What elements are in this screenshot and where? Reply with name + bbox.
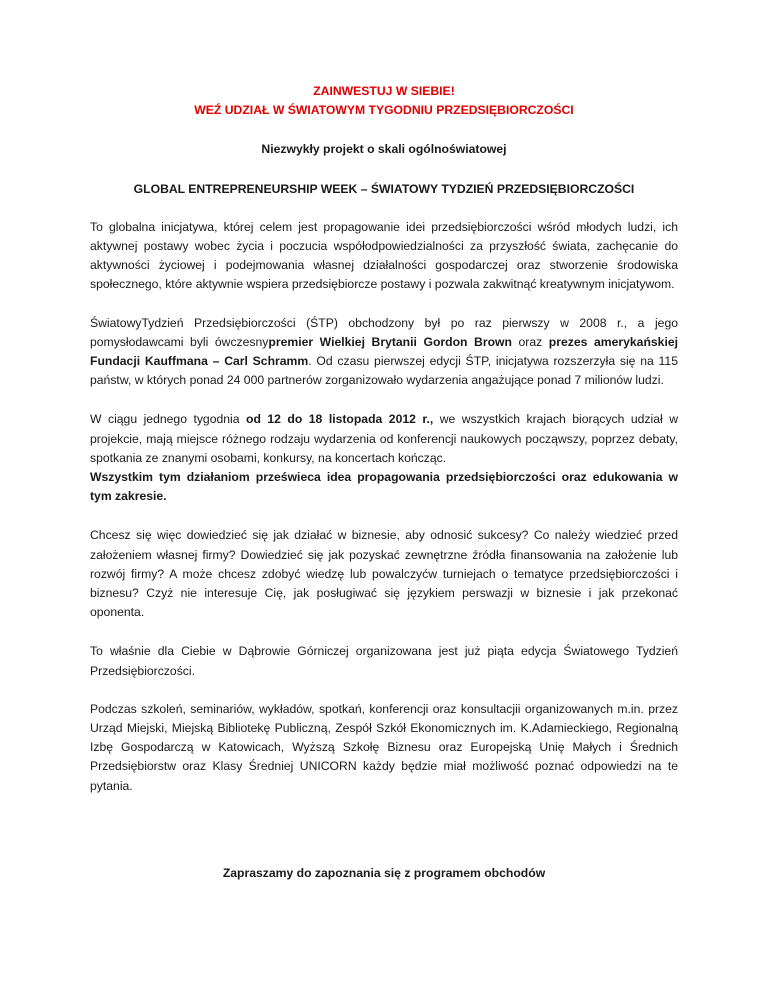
paragraph-questions: Chcesz się więc dowiedzieć się jak działać w biznesie, aby odnosić sukcesy? Co należy wiedzieć przed założeniem własnej firmy? Dowiedzieć się jak pozyskać zewnętrzne źródła finansowania na założenie lub rozwój firmy? A może chcesz zdobyć wiedzę lub powalczyćw turniejach o tematyce przedsiębiorczości i biznesu? Czyż nie interesuje Cię, jak posługiwać się językiem perswazji w biznesie i jak przekonać oponenta. [90,528,678,620]
dates-text-c: we wszystkich krajach biorących udział w projekcie, mają miejsce różnego rodzaju wydarzenia od konferencji naukowych począwszy, poprzez debaty, spotkania ze znanymi osobami, konkursy, na koncertach kończąc. [90,412,679,465]
header-line-1: ZAINWESTUJ W SIEBIE! [313,84,455,98]
dates-text-a: W ciągu jednego tygodnia [90,412,247,427]
closing-invitation: Zapraszamy do zapoznania się z programem obchodów [222,865,546,880]
paragraph-organizers: Podczas szkoleń, seminariów, wykładów, spotkań, konferencji oraz konsultacjii organizowanych m.in. przez Urząd Miejski, Miejską Bibliotekę Publiczną, Zespół Szkół Ekonomicznych im. K.Adamieckiego, Regionalną Izbę Gospodarczą w Katowicach, Wyższą Szkołę Biznesu oraz Europejską Unię Małych i Średnich Przedsiębiorstw oraz Klasy Średniej UNICORN każdy będzie miał możliwość poznać odpowiedzi na te pytania. [90,701,678,793]
header-block [90,82,678,120]
paragraph-dates [90,410,678,506]
gew-title: GLOBAL ENTREPRENEURSHIP WEEK – ŚWIATOWY TYDZIEŃ PRZEDSIĘBIORCZOŚCI [133,181,635,196]
header-line-2: WEŹ UDZIAŁ W ŚWIATOWYM TYGODNIU PRZEDSIĘBIORCZOŚCI [194,103,574,118]
subtitle: Niezwykły projekt o skali ogólnoświatowej [261,142,507,157]
history-text-c: oraz [511,334,549,349]
paragraph-history [90,314,678,391]
paragraph-edition: To właśnie dla Ciebie w Dąbrowie Górniczej organizowana jest już piąta edycja Światowego Tydzień Przedsiębiorczości. [90,644,678,678]
paragraph-intro: To globalna inicjatywa, której celem jest propagowanie idei przedsiębiorczości wśród młodych ludzi, ich aktywnej postawy wobec życia i poczucia współodpowiedzialności za przyszłość świata, zachęcanie do aktywności życiowej i podejmowania własnej działalności gospodarczej oraz stworzenie środowiska społecznego, które aktywnie wspiera przedsiębiorcze postawy i pozwala zakwitnąć kreatywnym inicjatywom. [90,219,678,292]
document-page [90,75,678,883]
history-text-a: ŚwiatowyTydzień Przedsiębiorczości (ŚTP) obchodzony był po raz pierwszy w 2008 r., a jego pomysłodawcami byli ówczesny [90,315,678,349]
history-founder-2: prezes amerykańskiej Fundacji Kauffmana – Carl Schramm [90,334,678,369]
dates-range: od 12 do 18 listopada 2012 r., [246,412,434,427]
dates-idea: Wszystkim tym działaniom prześwieca idea propagowania przedsiębiorczości oraz edukowania w tym zakresie. [90,470,678,504]
history-text-e: . Od czasu pierwszej edycji ŚTP, inicjatywa rozszerzyła się na 115 państw, w których ponad 24 000 partnerów zorganizowało wydarzenia angażujące ponad 7 milionów ludzi. [90,354,678,388]
history-founder-1: premier Wielkiej Brytanii Gordon Brown [268,334,512,349]
